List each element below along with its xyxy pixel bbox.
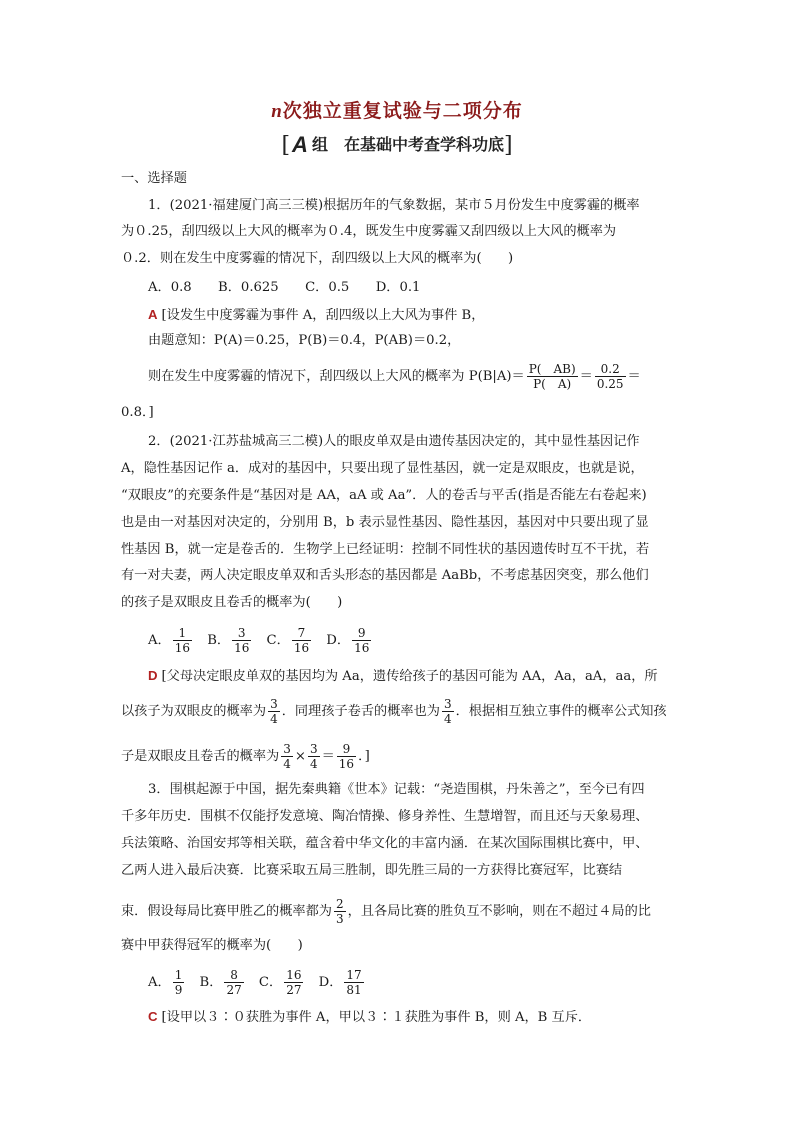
group-heading: [0, 132, 794, 158]
q1-options: A．0.8 B．0.625 C．0.5 D．0.1: [148, 280, 421, 295]
q3-option-d: $\frac{17}{81}$: [346, 968, 362, 997]
q3-line-5: 束．假设每局比赛甲胜乙的概率都为 $\frac{2}{3}$ ，且各局比赛的胜负互不影响，则在不超过４局的比: [121, 897, 651, 926]
q2-line-3: “双眼皮”的充要条件是“基因对是 AA，aA 或 Aa”．人的卷舌与平舌(指是否能左右卷起来): [121, 488, 647, 503]
q2-options: A． $\frac{1}{16}$ B． $\frac{3}{16}$ C． $\frac{7}{16}$ D． $\frac{9}{16}$: [148, 626, 370, 655]
q3-option-a: $\frac{1}{9}$: [174, 968, 183, 997]
q3-line-2: 千多年历史．围棋不仅能抒发意境、陶冶情操、修身养性、生慧增智，而且还与天象易理、: [121, 809, 649, 824]
document-title: [0, 96, 794, 123]
q3-solution-1: C [设甲以３∶０获胜为事件 A，甲以３∶１获胜为事件 B，则 A，B 互斥．: [148, 1009, 592, 1025]
q1-fraction-2: $\frac{0.2}{0.25}$: [596, 362, 624, 391]
group-bracket-open: [: [281, 133, 291, 158]
section-heading: 一、选择题: [121, 171, 187, 186]
q2-line-6: 有一对夫妻，两人决定眼皮单双和舌头形态的基因都是 AaBb，不考虑基因突变，那么他们: [121, 568, 649, 583]
q2-fraction-3-4: $\frac{3}{4}$: [270, 697, 278, 726]
q1-line-2: 为０.25，刮四级以上大风的概率为０.4，既发生中度雾霾又刮四级以上大风的概率为: [121, 224, 617, 239]
group-bracket-close: ]: [503, 133, 513, 158]
q3-line-3: 兵法策略、治国安邦等相关联，蕴含着中华文化的丰富内涵．在某次国际围棋比赛中，甲、: [121, 836, 649, 851]
q2-answer: D: [148, 668, 158, 683]
q3-option-b: $\frac{8}{27}$: [226, 968, 242, 997]
q2-line-4: 也是由一对基因对决定的，分别用 B，b 表示显性基因、隐性基因，基因对中只要出现了显: [121, 515, 649, 530]
q1-fraction-1: $\frac{P( AB)}{P( A)}$: [528, 362, 576, 391]
title-variable: n: [271, 101, 283, 122]
q3-answer: C: [148, 1009, 158, 1024]
q3-line-6: 赛中甲获得冠军的概率为( ): [121, 938, 303, 953]
q1-answer: A: [148, 307, 158, 322]
q2-solution-3: 子是双眼皮且卷舌的概率为 $\frac{3}{4}$ × $\frac{3}{4}$ ＝ $\frac{9}{16}$ ．]: [121, 742, 370, 771]
q1-line-1: 1．(2021·福建厦门高三三模)根据历年的气象数据，某市５月份发生中度雾霾的概率: [148, 198, 640, 213]
group-badge: A: [292, 132, 308, 157]
q1-solution-1: A [设发生中度雾霾为事件 A，刮四级以上大风为事件 B，: [148, 307, 485, 323]
q2-fraction-9-16: $\frac{9}{16}$: [338, 742, 355, 771]
group-label: 组 在基础中考查学科功底: [311, 135, 504, 154]
q2-solution-2: 以孩子为双眼皮的概率为 $\frac{3}{4}$ ．同理孩子卷舌的概率也为 $\frac{3}{4}$ ．根据相互独立事件的概率公式知孩: [121, 697, 667, 726]
q2-option-b: $\frac{3}{16}$: [234, 626, 250, 655]
q2-line-5: 性基因 B，就一定是卷舌的．生物学上已经证明：控制不同性状的基因遗传时互不干扰，若: [121, 542, 650, 557]
q1-solution-3: 则在发生中度雾霾的情况下，刮四级以上大风的概率为 P(B|A)＝ $\frac{P( AB)}{P( A)}$ ＝ $\frac{0.2}{0.25}$ ＝: [148, 362, 641, 391]
title-text: 次独立重复试验与二项分布: [282, 100, 523, 122]
q1-solution-2: 由题意知：P(A)＝0.25，P(B)＝0.4，P(AB)＝0.2，: [148, 333, 461, 348]
q3-line-1: 3．围棋起源于中国，据先秦典籍《世本》记载：“尧造围棋，丹朱善之”，至今已有四: [148, 782, 645, 797]
q3-options: A． $\frac{1}{9}$ B． $\frac{8}{27}$ C． $\frac{16}{27}$ D． $\frac{17}{81}$: [148, 968, 362, 997]
q2-option-a: $\frac{1}{16}$: [174, 626, 190, 655]
q3-line-4: 乙两人进入最后决赛．比赛采取五局三胜制，即先胜三局的一方获得比赛冠军，比赛结: [121, 863, 623, 878]
q2-option-c: $\frac{7}{16}$: [293, 626, 310, 655]
q3-fraction-2-3: $\frac{2}{3}$: [336, 897, 344, 926]
q1-solution-4: 0.8．]: [121, 405, 154, 420]
q2-line-2: A，隐性基因记作 a．成对的基因中，只要出现了显性基因，就一定是双眼皮，也就是说，: [121, 461, 644, 476]
q2-option-d: $\frac{9}{16}$: [354, 626, 370, 655]
q1-line-3: ０.2．则在发生中度雾霾的情况下，刮四级以上大风的概率为( ): [121, 251, 514, 266]
q2-line-1: 2．(2021·江苏盐城高三二模)人的眼皮单双是由遗传基因决定的，其中显性基因记作: [148, 434, 640, 449]
q2-line-7: 的孩子是双眼皮且卷舌的概率为( ): [121, 595, 343, 610]
q2-fraction-3-4b: $\frac{3}{4}$: [443, 697, 452, 726]
q2-solution-1: D [父母决定眼皮单双的基因均为 Aa，遗传给孩子的基因可能为 AA，Aa，aA，aa，所: [148, 668, 658, 684]
q3-option-c: $\frac{16}{27}$: [286, 968, 302, 997]
